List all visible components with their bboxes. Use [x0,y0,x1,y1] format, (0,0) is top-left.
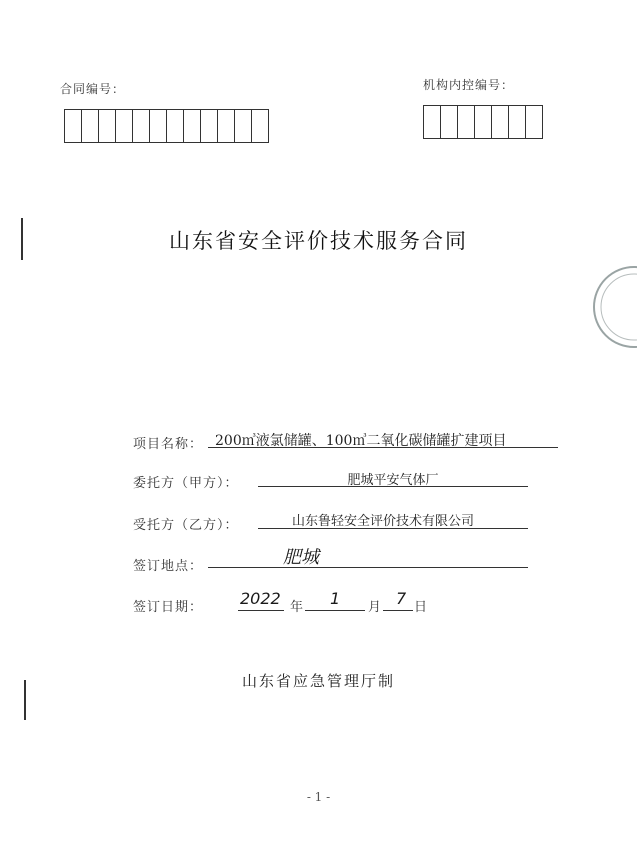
provider-value: 山东鲁轻安全评价技术有限公司 [291,514,474,529]
date-day-value: 7 [396,589,407,608]
date-month-value: 1 [330,589,341,608]
signing-place-line [208,567,528,568]
signing-place-value: 肥城 [283,547,319,568]
date-year-value: 2022 [240,589,281,608]
issuer-text: 山东省应急管理厅制 [241,672,395,690]
signing-date-label: 签订日期： [133,600,204,615]
provider-label: 受托方（乙方）： [133,518,239,533]
date-month-line [305,610,365,611]
date-day-unit: 日 [414,600,429,615]
page-number: - 1 - [306,790,331,804]
project-name-label: 项目名称： [133,437,204,452]
signing-place-label: 签订地点： [133,559,204,574]
contract-number-boxes [64,109,269,143]
internal-number-boxes [423,105,543,139]
client-value: 肥城平安气体厂 [347,473,439,488]
contract-number-label: 合同编号： [60,82,126,96]
project-name-value: 200㎥液氯储罐、100㎥二氧化碳储罐扩建项目 [215,433,507,449]
date-month-unit: 月 [368,600,383,615]
date-day-line [383,610,413,611]
document-title: 山东省安全评价技术服务合同 [169,229,468,253]
date-year-unit: 年 [290,600,305,615]
seal-stamp-icon [582,262,637,352]
internal-number-label: 机构内控编号： [423,78,515,92]
date-year-line [238,610,284,611]
client-label: 委托方（甲方）： [133,476,239,491]
